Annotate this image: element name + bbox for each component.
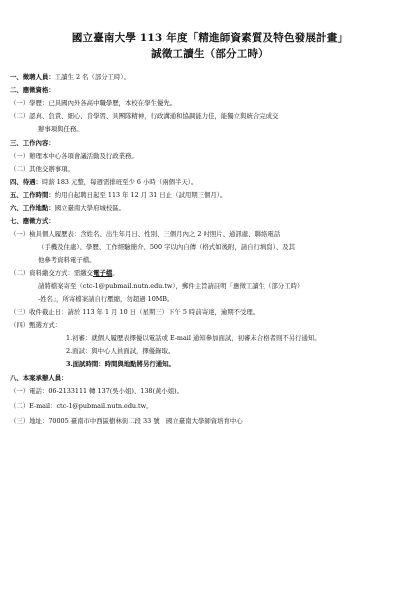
- document-title: 國立臺南大學 113 年度「精進師資素質及特色發展計畫」: [71, 32, 349, 44]
- section-label: 五、工作時間：: [10, 191, 55, 199]
- apply-item-cont: （手機及住處）、學歷、工作經驗簡介、500 字以內自傳（格式如後附，請自行填寫）、及其: [38, 243, 296, 251]
- apply-item: （一）檢具個人履歷表：含姓名、出生年月日、性別、三個月內之 2 吋照片、通訊處、聯絡電話: [10, 230, 281, 238]
- section-text: 時薪 183 元整，每週需排班至少 6 小時（兩個半天）。: [41, 178, 198, 186]
- apply-item-cont: -姓名」，所寄檔案請自行壓縮，勿超過 10MB。: [38, 295, 174, 303]
- duty-item: （二）其他交辦事項。: [10, 165, 74, 173]
- submission-text: （二）資料繳交方式：需繳交: [10, 269, 94, 277]
- apply-item-submission: [10, 269, 410, 278]
- apply-item-deadline: （三）收件截止日：請於 113 年 1 月 10 日（星期三）下午 5 時前寄達，逾期不受理。: [10, 308, 260, 316]
- section-pay: [10, 178, 410, 187]
- section-text: 國立臺南大學府城校區。: [54, 204, 126, 212]
- document-subtitle: 誠徵工讀生（部分工時）: [151, 48, 269, 60]
- duty-item: （一）辦理本中心各項會議活動及行政業務。: [10, 152, 138, 160]
- section-duties-label: 三、工作內容：: [10, 139, 55, 147]
- section-location: [10, 204, 410, 213]
- section-label: 一、徵聘人員：: [10, 73, 55, 81]
- submission-text-end: 。: [112, 269, 119, 277]
- section-text: 約用自起聘日起至 113 年 12 月 31 日止（試用期三個月）。: [54, 191, 227, 199]
- selection-step: 2.面試：與中心人員面試，擇優錄取。: [66, 347, 175, 355]
- section-label: 六、工作地點：: [10, 204, 55, 212]
- section-hours: [10, 191, 410, 200]
- apply-item-cont: 請將檔案寄至（ctc-1@pubmail.nutn.edu.tw），郵件主旨請註明「應徵工讀生（部分工時）: [38, 282, 304, 290]
- qualification-item: （二）認真、負責、細心、肯學習、具團隊精神，行政溝通和協調能力佳，能獨立與統合完成交: [10, 112, 279, 120]
- section-qualifications-label: 二、應徵資格：: [10, 86, 55, 94]
- selection-step: 1.初審：就個人履歷表擇優以電話或 E-mail 通知參加面試，初審未合格者則不另行通知。: [66, 334, 321, 342]
- qualification-item-cont: 辦事項與任務。: [38, 125, 83, 133]
- apply-item-cont: 他參考資料電子檔。: [38, 256, 96, 264]
- section-apply-label: 七、應徵方式：: [10, 217, 55, 225]
- section-contact-label: 八、本案承辦人員：: [10, 374, 68, 382]
- qualification-item: （一）學歷：已具國內外各高中職學歷，本校在學生優先。: [10, 99, 177, 107]
- selection-step: 3.面試時間：時間與地點將另行通知。: [66, 360, 175, 368]
- contact-phone: （一）電話：06-2133111 轉 137(吳小姐)、138(黃小姐)。: [10, 387, 184, 395]
- contact-email: （二）E-mail：ctc-1@pubmail.nutn.edu.tw。: [10, 402, 153, 410]
- section-label: 四、待遇：: [10, 178, 42, 186]
- electronic-file-emphasis: 電子檔: [93, 269, 113, 277]
- apply-item-selection: （四）甄選方式：: [10, 321, 62, 329]
- section-text: 工讀生 2 名（部分工時）。: [54, 73, 130, 81]
- contact-address: （三）地址：70005 臺南市中西區樹林街二段 33 號 國立臺南大學師資培育中心: [10, 417, 243, 425]
- section-positions: [10, 73, 410, 82]
